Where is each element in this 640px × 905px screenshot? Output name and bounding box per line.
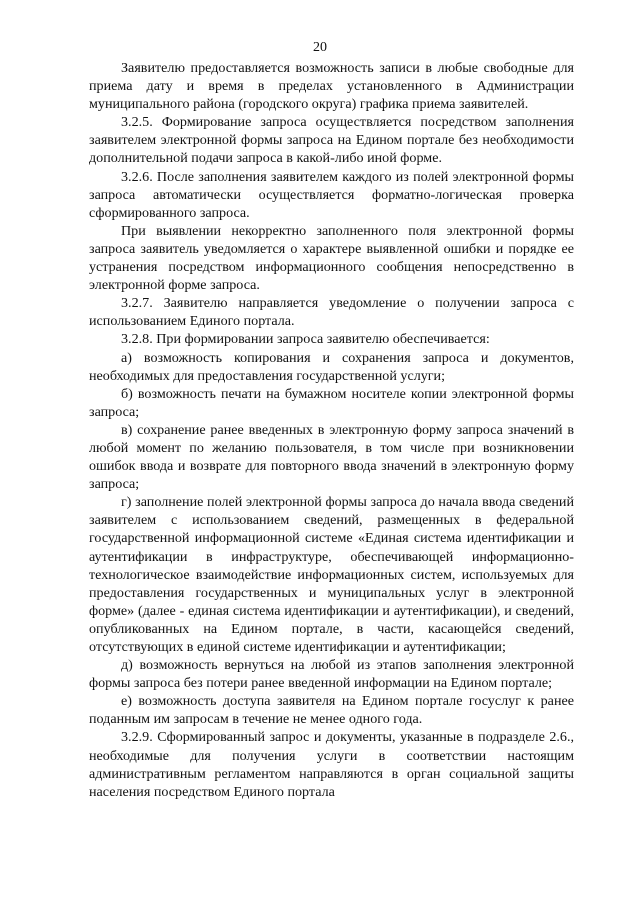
paragraph-registration-time: Заявителю предоставляется возможность записи в любые свободные для приема дату и время в пределах установленного в Администрации муниципального района (городского округа) графика приема заявителей. <box>89 60 574 113</box>
paragraph-3-2-8: 3.2.8. При формировании запроса заявителю обеспечивается: <box>121 331 490 348</box>
paragraph-3-2-9: 3.2.9. Сформированный запрос и документы, указанные в подразделе 2.6., необходимые для получения услуги в соответствии настоящим административным регламентом направляются в орган социальной защиты населения посредством Единого портала <box>89 729 574 800</box>
paragraph-3-2-6: 3.2.6. После заполнения заявителем каждого из полей электронной формы запроса автоматически осуществляется форматно-логическая проверка сформированного запроса. <box>89 168 574 221</box>
page-number: 20 <box>313 40 327 55</box>
list-item-b: б) возможность печати на бумажном носителе копии электронной формы запроса; <box>89 385 574 420</box>
list-item-e: е) возможность доступа заявителя на Едином портале госуслуг к ранее поданным им запросам в течение не менее одного года. <box>89 693 574 728</box>
list-item-v: в) сохранение ранее введенных в электронную форму запроса значений в любой момент по желанию пользователя, в том числе при возникновении ошибок ввода и возврате для повторного ввода значений в электронную форму запроса; <box>89 421 574 493</box>
paragraph-3-2-7: 3.2.7. Заявителю направляется уведомление о получении запроса с использованием Единого портала. <box>89 295 574 330</box>
paragraph-3-2-5: 3.2.5. Формирование запроса осуществляется посредством заполнения заявителем электронной формы запроса на Едином портале без необходимости дополнительной подачи запроса в какой-либо иной форме. <box>89 114 574 167</box>
list-item-d: д) возможность вернуться на любой из этапов заполнения электронной формы запроса без потери ранее введенной информации на Едином портале; <box>89 657 574 692</box>
list-item-a: а) возможность копирования и сохранения запроса и документов, необходимых для предоставления государственной услуги; <box>89 349 574 384</box>
document-body <box>89 59 574 801</box>
paragraph-invalid-field-notice: При выявлении некорректно заполненного поля электронной формы запроса заявитель уведомляется о характере выявленной ошибки и порядке ее устранения посредством информационного сообщения непосредственно в электронной форме запроса. <box>89 222 574 294</box>
list-item-g: г) заполнение полей электронной формы запроса до начала ввода сведений заявителем с использованием сведений, размещенных в федеральной государственной информационной системе «Единая система идентификации и аутентификации в инфраструктуре, обеспечивающей информационно-технологическое взаимодействие информационных систем, используемых для предоставления государственных и муниципальных услуг в электронной форме» (далее - единая система идентификации и аутентификации), и сведений, опубликованных на Едином портале, в части, касающейся сведений, отсутствующих в единой системе идентификации и аутентификации; <box>89 494 574 655</box>
